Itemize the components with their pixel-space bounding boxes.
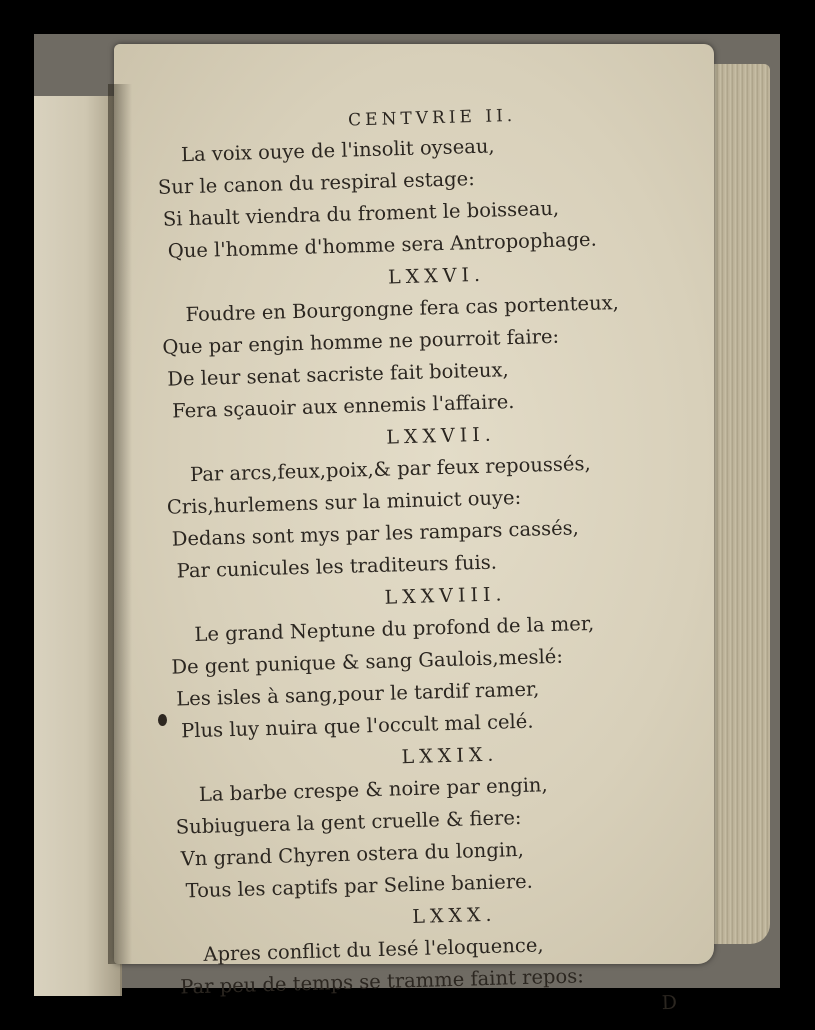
verse-line: La barbe crespe & noire par engin, bbox=[198, 773, 548, 806]
verse-line: Dedans sont mys par les rampars cassés, bbox=[171, 516, 580, 551]
stanza bbox=[156, 252, 720, 428]
verse-line: Par peu de temps se tramme faint repos: bbox=[180, 964, 585, 999]
quatrain-number: LXXVII. bbox=[386, 423, 497, 449]
verse-line: Sur le canon du respiral estage: bbox=[157, 167, 476, 199]
verse-line: Que par engin homme ne pourroit faire: bbox=[162, 324, 560, 359]
verse-line: Par arcs,feux,poix,& par feux repoussés, bbox=[189, 451, 591, 487]
book-page bbox=[114, 44, 714, 1015]
verse-line: Si hault viendra du froment le boisseau, bbox=[162, 196, 560, 231]
verse-line: La voix ouye de l'insolit oyseau, bbox=[180, 134, 495, 167]
stanza bbox=[161, 412, 725, 588]
verse-line: De leur senat sacriste fait boiteux, bbox=[167, 358, 509, 391]
verse-line: Apres conflict du Iesé l'eloquence, bbox=[203, 933, 544, 966]
running-header: CENTVRIE II. bbox=[347, 105, 517, 131]
stanza bbox=[153, 124, 716, 268]
quatrain-number: LXXVIII. bbox=[384, 583, 507, 609]
verse-line: De gent punique & sang Gaulois,meslé: bbox=[171, 644, 564, 679]
stanza bbox=[170, 732, 734, 908]
verse-line: Que l'homme d'homme sera Antropophage. bbox=[167, 227, 598, 263]
verse-line: Foudre en Bourgongne fera cas portenteux, bbox=[185, 291, 620, 327]
verse-line: Vn grand Chyren ostera du longin, bbox=[180, 837, 525, 871]
quatrain-number: LXXIX. bbox=[401, 743, 499, 769]
verse-line: Tous les captifs par Seline baniere. bbox=[185, 869, 534, 903]
quatrain-number: LXXVI. bbox=[387, 263, 486, 289]
stanza bbox=[165, 572, 729, 748]
spine-shadow bbox=[108, 84, 132, 964]
signature-mark: D bbox=[661, 991, 678, 1015]
verse-line: Par cunicules les traditeurs fuis. bbox=[176, 550, 498, 583]
verse-line: Fera sçauoir aux ennemis l'affaire. bbox=[171, 389, 515, 423]
photo-frame bbox=[34, 34, 780, 1015]
paper-hole bbox=[158, 714, 167, 726]
verse-line: Le grand Neptune du profond de la mer, bbox=[194, 611, 595, 647]
stanza bbox=[174, 892, 736, 1004]
verse-line: Les isles à sang,pour le tardif ramer, bbox=[175, 677, 540, 711]
quatrain-number: LXXX. bbox=[412, 903, 497, 929]
verse-line: Plus luy nuira que l'occult mal celé. bbox=[180, 709, 534, 743]
verse-line: Subiuguera la gent cruelle & fiere: bbox=[175, 805, 522, 839]
text-block bbox=[152, 100, 737, 1029]
verse-line: Cris,hurlemens sur la minuict ouye: bbox=[166, 485, 522, 519]
